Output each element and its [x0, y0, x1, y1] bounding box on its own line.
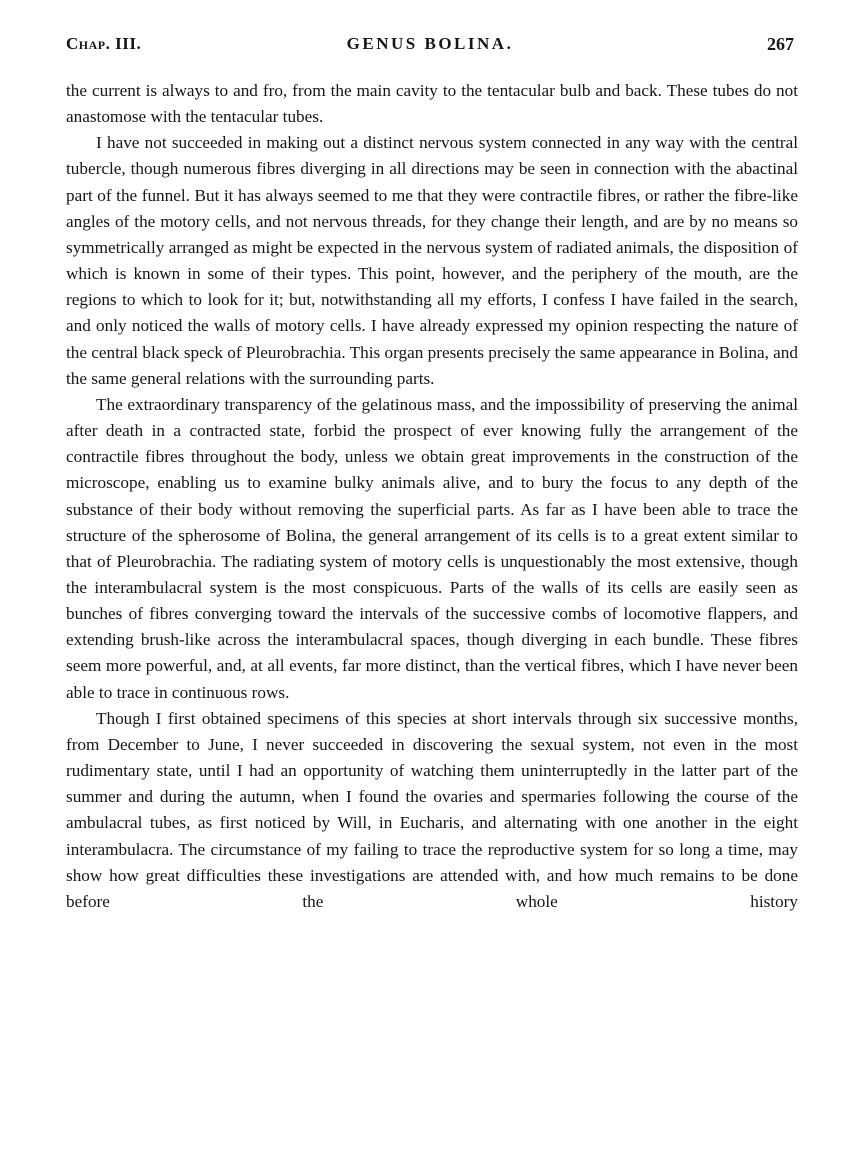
paragraph-1: the current is always to and fro, from the main cavity to the tentacular bulb and back. These tubes do not anastomose with the tentacular tubes.: [66, 81, 798, 127]
paragraph-3: The extraordinary transparency of the gelatinous mass, and the impossibility of preserving the animal after death in a contracted state, forbid the prospect of ever knowing fully the arrangement of the contractile fibres throughout the body, unless we obtain great improvements in the construction of the microscope, enabling us to examine bulky animals alive, and to bury the focus to any depth of the substance of their body without removing the superficial parts. As far as I have been able to trace the structure of the spherosome of Bolina, the general arrangement of its cells is to a great extent similar to that of Pleurobrachia. The radiating system of motory cells is unquestionably the most extensive, though the interambulacral system is the most conspicuous. Parts of the walls of its cells are easily seen as bunches of fibres converging toward the intervals of the successive combs of locomotive flappers, and extending brush-like across the interambulacral spaces, though diverging in each bundle. These fibres seem more powerful, and, at all events, far more distinct, than the vertical fibres, which I have never been able to trace in continuous rows.: [66, 394, 798, 702]
running-title: GENUS BOLINA.: [346, 34, 514, 53]
paragraph-2: I have not succeeded in making out a distinct nervous system connected in any way with the central tubercle, though numerous fibres diverging in all directions may be seen in connection with the abactinal part of the funnel. But it has always seemed to me that they were contractile fibres, or rather the fibre-like angles of the motory cells, and not nervous threads, for they change their length, and are by no means so symmetrically arranged as might be expected in the nervous system of radiated animals, the disposition of which is known in some of their types. This point, however, and the periphery of the mouth, are the regions to which to look for it; but, notwithstanding all my efforts, I confess I have failed in the search, and only noticed the walls of motory cells. I have already expressed my opinion respecting the nature of the central black speck of Pleurobrachia. This organ presents precisely the same appearance in Bolina, and the same general relations with the surrounding parts.: [66, 133, 798, 388]
chapter-label: Chap. III.: [66, 34, 142, 53]
page-number: 267: [767, 34, 794, 54]
page-body: [66, 78, 798, 915]
running-header: [66, 34, 794, 60]
paragraph-4: Though I first obtained specimens of this species at short intervals through six successive months, from December to June, I never succeeded in discovering the sexual system, not even in the most rudimentary state, until I had an opportunity of watching them uninterruptedly in the latter part of the summer and during the autumn, when I found the ovaries and spermaries following the course of the ambulacral tubes, as first noticed by Will, in Eucharis, and alternating with one another in the eight interambulacra. The circumstance of my failing to trace the reproductive system for so long a time, may show how great difficulties these investigations are attended with, and how much remains to be done before the whole history: [66, 708, 798, 911]
